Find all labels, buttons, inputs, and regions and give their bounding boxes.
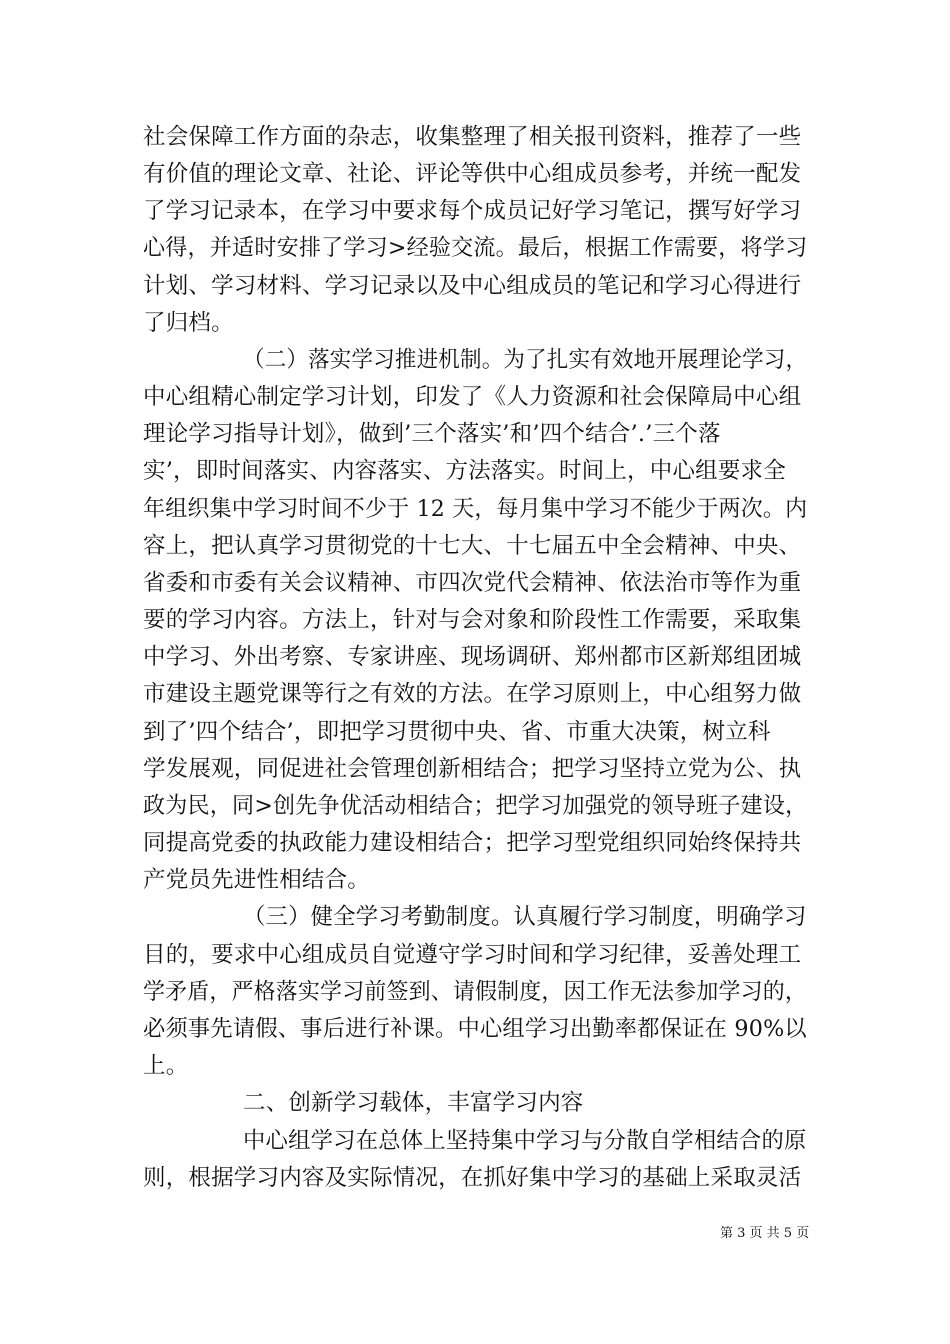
- text-line: 心得，并适时安排了学习>经验交流。最后，根据工作需要，将学习: [143, 235, 808, 261]
- page-number-footer: 第 3 页 共 5 页: [720, 1226, 810, 1241]
- text-line: 中学习、外出考察、专家讲座、现场调研、郑州都市区新郑组团城: [143, 644, 802, 670]
- text-line: 理论学习指导计划》，做到’三个落实’和’四个结合’.’三个落: [143, 421, 721, 447]
- text-line: 计划、学习材料、学习记录以及中心组成员的笔记和学习心得进行: [143, 273, 802, 299]
- paragraph-first-line: 中心组学习在总体上坚持集中学习与分散自学相结合的原: [243, 1128, 807, 1154]
- text-line: 有价值的理论文章、社论、评论等供中心组成员参考，并统一配发: [143, 161, 802, 187]
- text-line: 了归档。: [143, 310, 234, 336]
- paragraph-heading-line: （三）健全学习考勤制度。认真履行学习制度，明确学习: [243, 904, 807, 930]
- text-line: 实’，即时间落实、内容落实、方法落实。时间上，中心组要求全: [143, 458, 786, 484]
- text-line: 学矛盾，严格落实学习前签到、请假制度，因工作无法参加学习的，: [143, 979, 807, 1005]
- text-line: 上。: [143, 1053, 189, 1079]
- text-line: 则，根据学习内容及实际情况，在抓好集中学习的基础上采取灵活: [143, 1165, 802, 1191]
- paragraph-heading-line: （二）落实学习推进机制。为了扎实有效地开展理论学习，: [243, 347, 808, 373]
- section-heading: 二、创新学习载体，丰富学习内容: [243, 1090, 584, 1116]
- text-line: 省委和市委有关会议精神、市四次党代会精神、依法治市等作为重: [143, 570, 802, 596]
- text-line: 市建设主题党课等行之有效的方法。在学习原则上，中心组努力做: [143, 681, 802, 707]
- text-line: 要的学习内容。方法上，针对与会对象和阶段性工作需要，采取集: [143, 607, 802, 633]
- text-line: 社会保障工作方面的杂志，收集整理了相关报刊资料，推荐了一些: [143, 124, 802, 150]
- text-line: 同提高党委的执政能力建设相结合；把学习型党组织同始终保持共: [143, 830, 802, 856]
- text-line: 学发展观，同促进社会管理创新相结合；把学习坚持立党为公、执: [143, 756, 802, 782]
- text-line: 政为民，同>创先争优活动相结合；把学习加强党的领导班子建设，: [143, 793, 808, 819]
- text-line: 必须事先请假、事后进行补课。中心组学习出勤率都保证在 90%以: [143, 1016, 807, 1042]
- text-line: 产党员先进性相结合。: [143, 867, 371, 893]
- text-line: 容上，把认真学习贯彻党的十七大、十七届五中全会精神、中央、: [143, 533, 802, 559]
- text-line: 目的，要求中心组成员自觉遵守学习时间和学习纪律，妥善处理工: [143, 942, 802, 968]
- text-line: 中心组精心制定学习计划，印发了《人力资源和社会保障局中心组: [143, 384, 802, 410]
- text-line: 年组织集中学习时间不少于 12 天，每月集中学习不能少于两次。内: [143, 496, 808, 522]
- text-line: 到了’四个结合’，即把学习贯彻中央、省、市重大决策，树立科: [143, 719, 771, 745]
- text-line: 了学习记录本，在学习中要求每个成员记好学习笔记，撰写好学习: [143, 198, 802, 224]
